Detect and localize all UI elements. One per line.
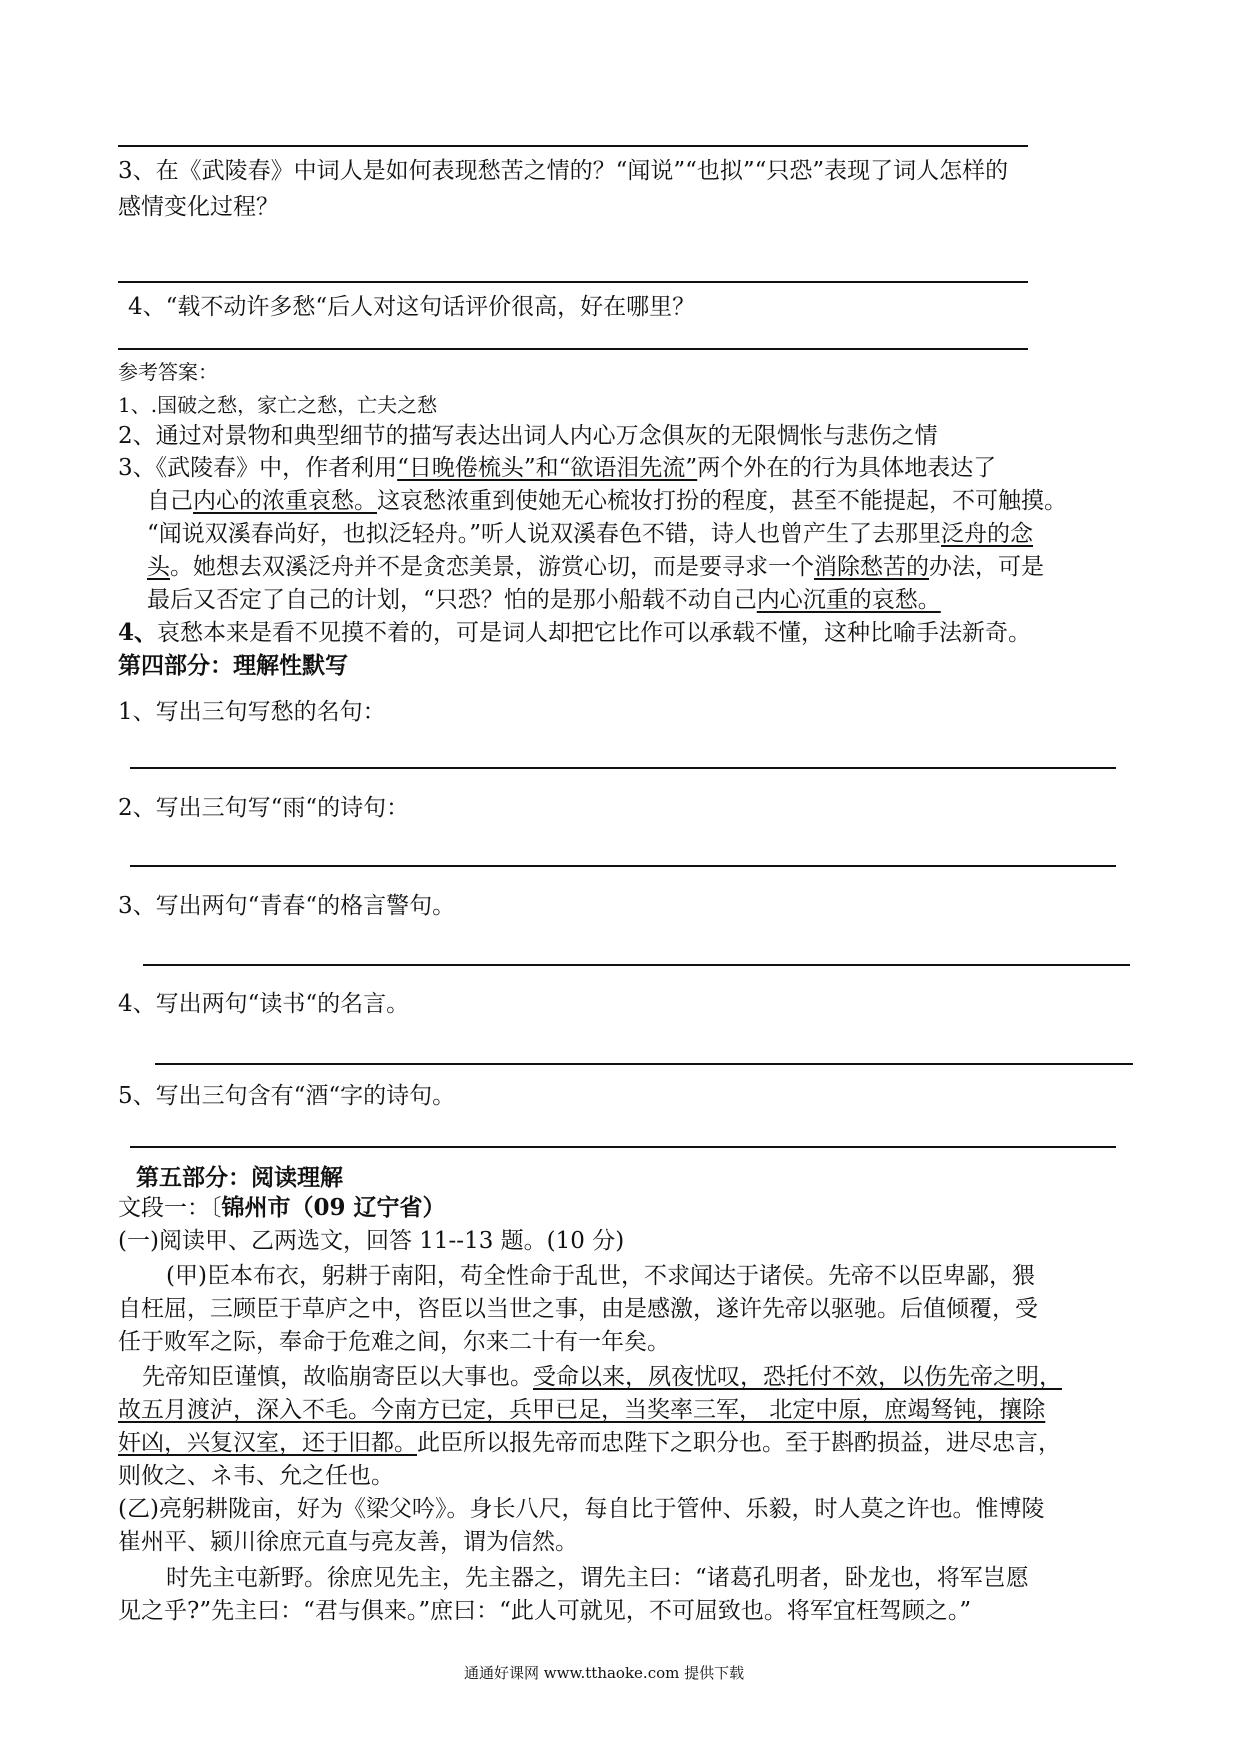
part-4-question-2: 2、写出三句写“雨“的诗句： <box>118 795 410 821</box>
answer-line-p4-q5 <box>130 1146 1116 1148</box>
passage-yi-line-1: (乙)亮躬耕陇亩，好为《梁父吟》。身长八尺，每自比于管仲、乐毅，时人莫之许也。惟博陵 <box>118 1496 1045 1522</box>
part-4-question-3: 3、写出两句“青春“的格言警句。 <box>118 893 456 919</box>
passage-heading: 文段一：〔锦州市（09 辽宁省） <box>118 1194 446 1221</box>
answers-title: 参考答案： <box>118 360 218 384</box>
question-4: 4、“载不动许多愁“后人对这句话评价很高，好在哪里？ <box>128 294 696 320</box>
answer-3-line-4: 头。她想去双溪泛舟并不是贪恋美景，游赏心切，而是要寻求一个消除愁苦的办法，可是 <box>147 554 1044 580</box>
passage-jia-line-2: 自枉屈，三顾臣于草庐之中，咨臣以当世之事，由是感激，遂许先帝以驱驰。后值倾覆，受 <box>118 1296 1038 1322</box>
part-4-question-1: 1、写出三句写愁的名句： <box>118 699 386 725</box>
answer-line-q3 <box>118 281 1028 283</box>
part-4-question-4: 4、写出两句“读书“的名言。 <box>118 991 410 1017</box>
answer-3-line-1: 3、《武陵春》中，作者利用“日晚倦梳头”和“欲语泪先流”两个外在的行为具体地表达了 <box>118 455 997 481</box>
answer-line-q2 <box>118 145 1028 147</box>
answer-1: 1、.国破之愁，家亡之愁，亡夫之愁 <box>118 393 438 417</box>
passage-jia-line-3: 任于败军之际，奉命于危难之间，尔来二十有一年矣。 <box>118 1329 670 1355</box>
answer-line-p4-q4 <box>155 1063 1133 1065</box>
answer-line-p4-q2 <box>130 865 1116 867</box>
answer-line-p4-q3 <box>143 964 1130 966</box>
page-footer: 通通好课网 www.tthaoke.com 提供下载 <box>464 1664 745 1682</box>
answer-2: 2、通过对景物和典型细节的描写表达出词人内心万念俱灰的无限惆怅与悲伤之情 <box>118 423 938 449</box>
answer-3-line-5: 最后又否定了自己的计划，“只恐？怕的是那小船载不动自己内心沉重的哀愁。 <box>147 587 941 613</box>
answer-line-p4-q1 <box>130 767 1116 769</box>
passage-jia-line-6: 奸凶，兴复汉室，还于旧都。此臣所以报先帝而忠陛下之职分也。至于斟酌损益，进尽忠言， <box>118 1430 1061 1456</box>
passage-yi-line-4: 见之乎?”先主曰：“君与俱来。”庶曰：“此人可就见，不可屈致也。将军宜枉驾顾之。” <box>118 1598 972 1624</box>
passage-jia-line-4: 先帝知臣谨慎，故临崩寄臣以大事也。受命以来，夙夜忧叹，恐托付不效，以伤先帝之明， <box>142 1364 1062 1390</box>
part-4-question-5: 5、写出三句含有“酒“字的诗句。 <box>118 1083 456 1109</box>
question-3-line-1: 3、在《武陵春》中词人是如何表现愁苦之情的？“闻说”“也拟”“只恐”表现了词人怎样的 <box>118 158 1009 184</box>
part-4-title: 第四部分：理解性默写 <box>118 652 348 679</box>
answer-3-line-3: “闻说双溪春尚好，也拟泛轻舟。”听人说双溪春色不错，诗人也曾产生了去那里泛舟的念 <box>147 521 1034 547</box>
answer-3-line-2: 自己内心的浓重哀愁。这哀愁浓重到使她无心梳妆打扮的程度，甚至不能提起，不可触摸。 <box>147 488 1067 514</box>
answer-line-q4 <box>118 348 1028 350</box>
passage-jia-line-1: (甲)臣本布衣，躬耕于南阳，苟全性命于乱世，不求闻达于诸侯。先帝不以臣卑鄙，猥 <box>166 1263 1035 1289</box>
passage-jia-line-5: 故五月渡泸，深入不毛。今南方已定，兵甲已足，当奖率三军， 北定中原，庶竭驽钝，攘除 <box>118 1397 1046 1423</box>
question-3-line-2: 感情变化过程？ <box>118 194 279 220</box>
passage-yi-line-3: 时先主屯新野。徐庶见先主，先主器之，谓先主曰：“诸葛孔明者，卧龙也，将军岂愿 <box>166 1565 1029 1591</box>
part-5-title: 第五部分：阅读理解 <box>136 1164 343 1191</box>
answer-4: 4、哀愁本来是看不见摸不着的，可是词人却把它比作可以承载不懂，这种比喻手法新奇。 <box>118 619 1032 646</box>
passage-instruction: (一)阅读甲、乙两选文，回答 11--13 题。(10 分) <box>118 1228 625 1254</box>
passage-jia-line-7: 则攸之、ネ韦、允之任也。 <box>118 1463 394 1489</box>
passage-yi-line-2: 崔州平、颍川徐庶元直与亮友善，谓为信然。 <box>118 1529 578 1555</box>
